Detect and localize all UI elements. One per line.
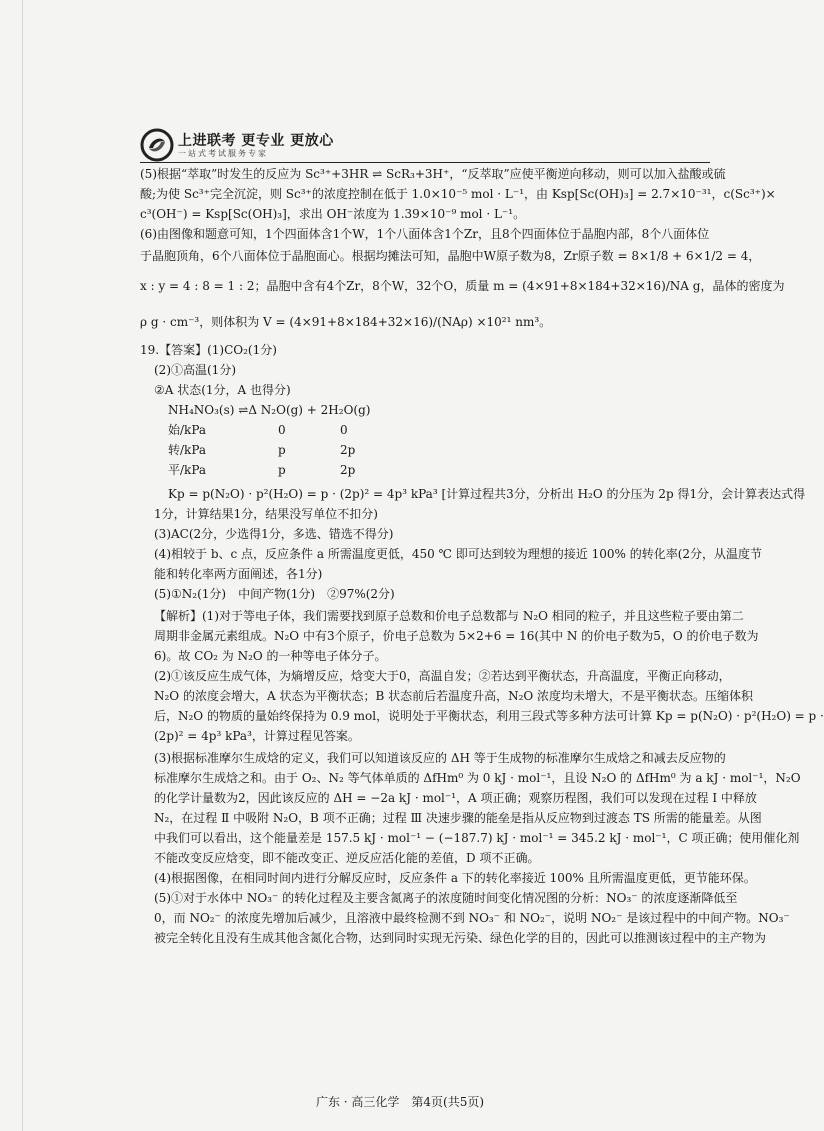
text-line: (4)相较于 b、c 点，反应条件 a 所需温度更低，450 ℃ 即可达到较为理想的接近 100% 的转化率(2分，从温度节 <box>154 547 763 561</box>
analysis-line: N₂，在过程 Ⅱ 中吸附 N₂O，B 项不正确；过程 Ⅲ 决速步骤的能垒是指从反应物到过渡态 TS 所需的能量差。从图 <box>154 811 762 825</box>
text-line: (6)由图像和题意可知，1个四面体含1个W，1个八面体含1个Zr，且8个四面体位于晶胞内部，8个八面体位 <box>140 227 710 241</box>
text-line: 于晶胞顶角，6个八面体位于晶胞面心。根据均摊法可知，晶胞中W原子数为8，Zr原子数 = 8×1/8 + 6×1/2 = 4， <box>140 249 761 263</box>
analysis-line: 后，N₂O 的物质的量始终保持为 0.9 mol，说明处于平衡状态，利用三段式等多种方法可计算 Kp = p(N₂O) · p²(H₂O) = p · <box>154 709 824 723</box>
text-line: c³(OH⁻) = Ksp[Sc(OH)₃]，求出 OH⁻浓度为 1.39×10⁻⁹ mol · L⁻¹。 <box>140 207 526 221</box>
analysis-line: N₂O 的浓度会增大，A 状态为平衡状态；B 状态前后若温度升高，N₂O 浓度均未增大，不是平衡状态。压缩体积 <box>154 689 754 703</box>
analysis-line: 周期非金属元素组成。N₂O 中有3个原子，价电子总数为 5×2+6 = 16(其中 N 的价电子数为5，O 的价电子数为 <box>154 629 759 643</box>
analysis-line: 6)。故 CO₂ 为 N₂O 的一种等电子体分子。 <box>154 649 387 663</box>
page-header <box>140 128 700 162</box>
analysis-line: 不能改变反应焓变，即不能改变正、逆反应活化能的差值，D 项不正确。 <box>154 851 540 865</box>
text-line: (2)①高温(1分) <box>154 363 236 377</box>
analysis-line: (4)根据图像，在相同时间内进行分解反应时，反应条件 a 下的转化率接近 100% 且所需温度更低，更节能环保。 <box>154 871 756 885</box>
analysis-line: (3)根据标准摩尔生成焓的定义，我们可以知道该反应的 ΔH 等于生成物的标准摩尔生成焓之和减去反应物的 <box>154 751 726 765</box>
text-line: Kp = p(N₂O) · p²(H₂O) = p · (2p)² = 4p³ kPa³ [计算过程共3分，分析出 H₂O 的分压为 2p 得1分，会计算表达式得 <box>168 487 806 501</box>
table-row-label: 转/kPa <box>168 443 207 457</box>
analysis-line: 标准摩尔生成焓之和。由于 O₂、N₂ 等气体单质的 ΔfHm⁰ 为 0 kJ · mol⁻¹，且设 N₂O 的 ΔfHm⁰ 为 a kJ · mol⁻¹，N₂O <box>154 771 801 785</box>
text-line: 1分，计算结果1分，结果没写单位不扣分) <box>154 507 378 521</box>
reaction-equation: NH₄NO₃(s) ⇌Δ N₂O(g) + 2H₂O(g) <box>168 403 371 417</box>
analysis-line: (5)①对于水体中 NO₃⁻ 的转化过程及主要含氮离子的浓度随时间变化情况图的分析：NO₃⁻ 的浓度逐渐降低至 <box>154 891 738 905</box>
text-line: (3)AC(2分，少选得1分，多选、错选不得分) <box>154 527 394 541</box>
scan-edge <box>22 0 23 1131</box>
analysis-line: (2p)² = 4p³ kPa³，计算过程见答案。 <box>154 729 360 743</box>
header-divider <box>140 162 710 163</box>
table-cell: p <box>278 443 286 457</box>
analysis-line: (2)①该反应生成气体，为熵增反应，焓变大于0，高温自发；②若达到平衡状态，升高温度，平衡正向移动， <box>154 669 731 683</box>
table-row-label: 始/kPa <box>168 423 207 437</box>
brand-subtitle: 一站式考试服务专家 <box>178 149 268 158</box>
table-cell: 0 <box>278 423 286 437</box>
analysis-line: 的化学计量数为2，因此该反应的 ΔH = −2a kJ · mol⁻¹，A 项正确；观察历程图，我们可以发现在过程 Ⅰ 中释放 <box>154 791 757 805</box>
swirl-logo-icon <box>140 128 174 162</box>
text-line: (5)①N₂(1分) 中间产物(1分) ②97%(2分) <box>154 587 395 601</box>
brand-title: 上进联考 更专业 更放心 <box>178 133 334 149</box>
analysis-line: 0，而 NO₂⁻ 的浓度先增加后减少，且溶液中最终检测不到 NO₃⁻ 和 NO₂⁻，说明 NO₂⁻ 是该过程中的中间产物。NO₃⁻ <box>154 911 790 925</box>
answer-heading: 19.【答案】(1)CO₂(1分) <box>140 343 277 357</box>
text-line: ρ g · cm⁻³，则体积为 V = (4×91+8×184+32×16)/(NAρ) ×10²¹ nm³。 <box>140 315 552 329</box>
text-line: (5)根据“萃取”时发生的反应为 Sc³⁺+3HR ⇌ ScR₃+3H⁺，“反萃取”应使平衡逆向移动，则可以加入盐酸或硫 <box>140 167 726 181</box>
table-cell: 0 <box>340 423 348 437</box>
text-line: 酸;为使 Sc³⁺完全沉淀，则 Sc³⁺的浓度控制在低于 1.0×10⁻⁵ mol · L⁻¹，由 Ksp[Sc(OH)₃] = 2.7×10⁻³¹，c(Sc³⁺)× <box>140 187 776 201</box>
analysis-line: 中我们可以看出，这个能量差是 157.5 kJ · mol⁻¹ − (−187.7) kJ · mol⁻¹ = 345.2 kJ · mol⁻¹，C 项正确；使用催化剂 <box>154 831 800 845</box>
page-footer: 广东 · 高三化学 第4页(共5页) <box>315 1095 485 1109</box>
table-cell: 2p <box>340 463 356 477</box>
analysis-line: 被完全转化且没有生成其他含氮化合物，达到同时实现无污染、绿色化学的目的，因此可以推测该过程中的主产物为 <box>154 931 767 945</box>
table-cell: 2p <box>340 443 356 457</box>
text-line: 能和转化率两方面阐述，各1分) <box>154 567 323 581</box>
text-line: x : y = 4 : 8 = 1 : 2；晶胞中含有4个Zr，8个W，32个O，质量 m = (4×91+8×184+32×16)/NA g，晶体的密度为 <box>140 279 785 293</box>
table-row-label: 平/kPa <box>168 463 207 477</box>
analysis-line: 【解析】(1)对于等电子体，我们需要找到原子总数和价电子总数都与 N₂O 相同的粒子，并且这些粒子要由第二 <box>154 609 744 623</box>
text-line: ②A 状态(1分，A 也得分) <box>154 383 291 397</box>
table-cell: p <box>278 463 286 477</box>
